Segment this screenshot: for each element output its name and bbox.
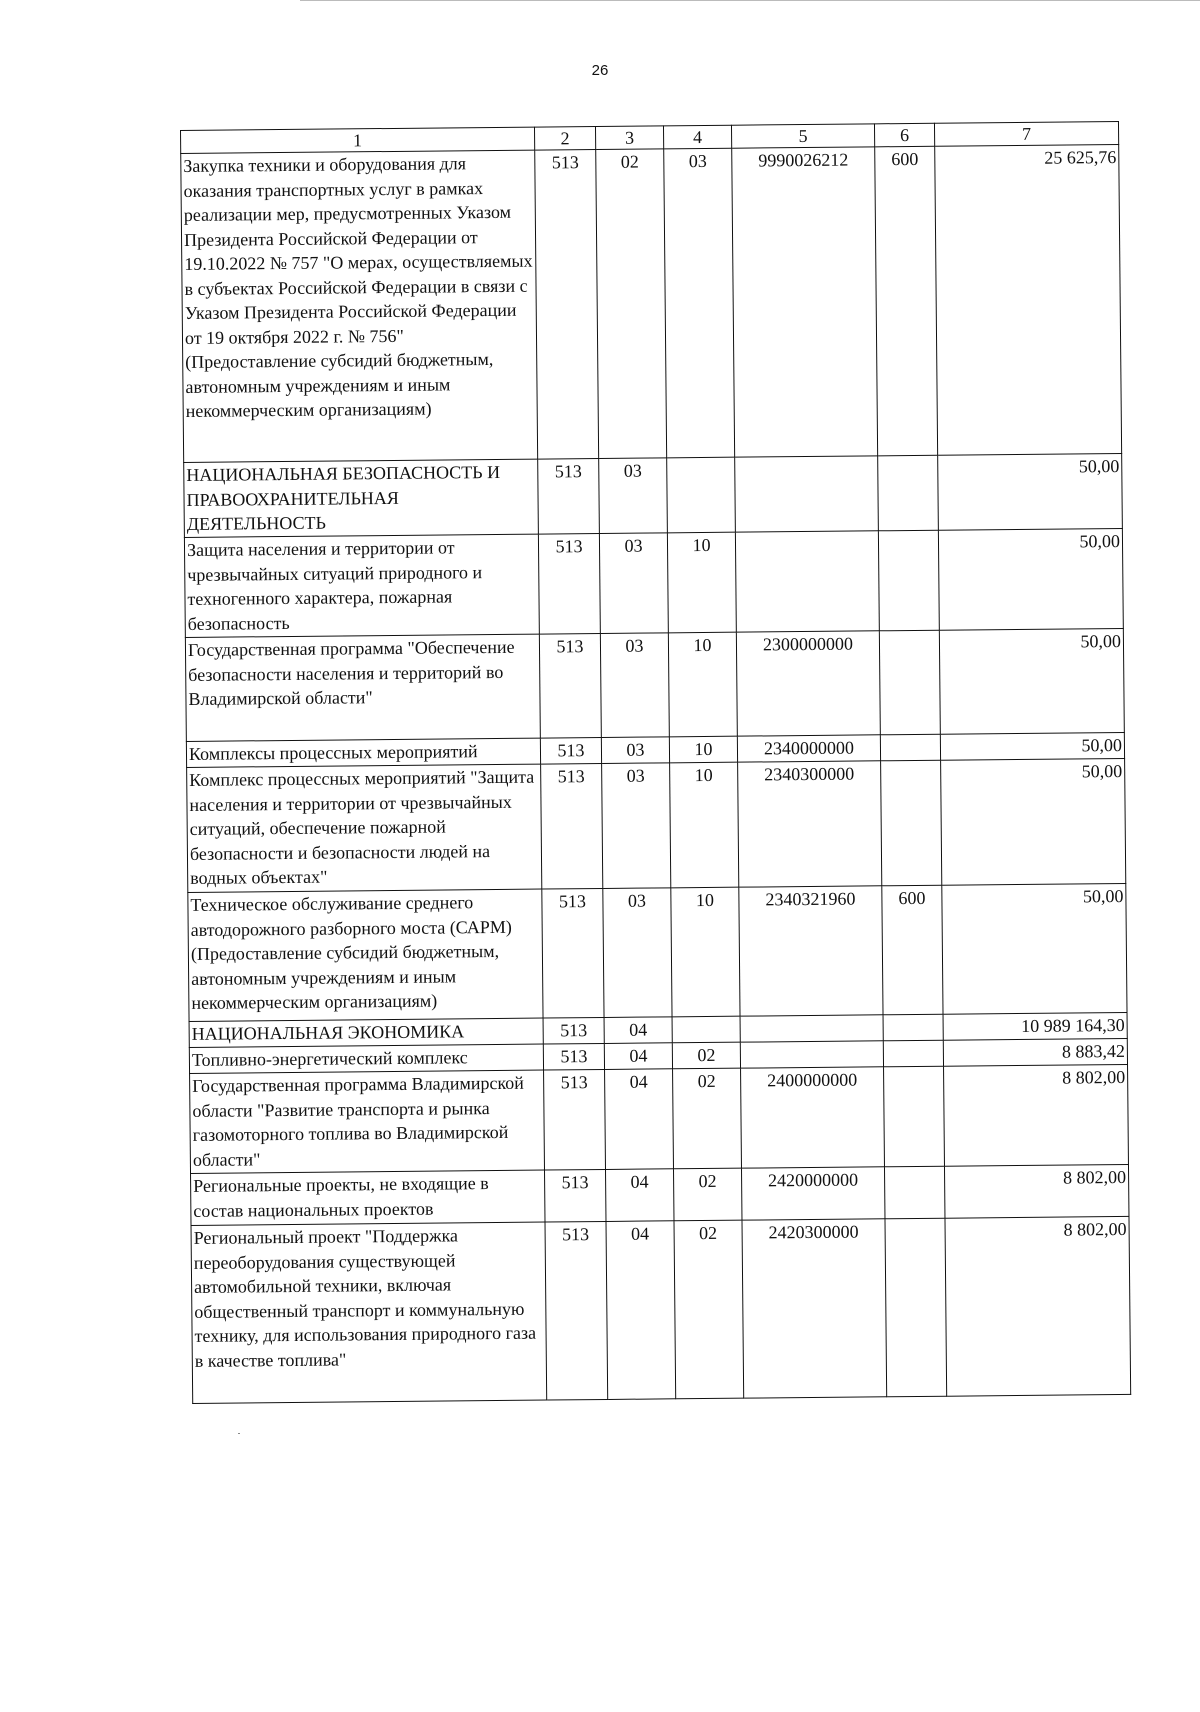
row-section: 04 [604, 1043, 672, 1070]
table-row [191, 1164, 1129, 1225]
row-amount: 50,00 [941, 758, 1126, 885]
table-row [181, 144, 1122, 462]
table-row [187, 758, 1126, 892]
row-name: Государственная программа "Обеспечение безопасности населения и территорий во Владимирской области" [185, 634, 540, 741]
row-target-article: 2340321960 [739, 886, 883, 1016]
row-amount: 8 802,00 [944, 1064, 1129, 1166]
row-expense-type [884, 1166, 944, 1219]
row-subsection: 10 [671, 887, 740, 1017]
row-amount: 50,00 [939, 628, 1124, 734]
table-row [188, 883, 1127, 1021]
row-name: НАЦИОНАЛЬНАЯ БЕЗОПАСНОСТЬ И ПРАВООХРАНИТЕЛЬНАЯ ДЕЯТЕЛЬНОСТЬ [184, 459, 539, 537]
budget-table [180, 121, 1131, 1404]
row-target-article: 2300000000 [736, 631, 880, 736]
row-expense-type [878, 530, 939, 631]
row-subsection: 03 [664, 148, 735, 458]
header-cell: 3 [595, 126, 663, 150]
row-amount: 50,00 [942, 883, 1127, 1014]
row-expense-type [880, 734, 940, 761]
row-name: Защита населения и территории от чрезвычайных ситуаций природного и техногенного характера, пожарная безопасность [184, 534, 539, 637]
row-amount: 50,00 [940, 732, 1124, 760]
row-target-article [740, 1015, 883, 1042]
row-target-article [740, 1041, 883, 1068]
row-amount: 50,00 [938, 528, 1123, 630]
row-subsection: 10 [670, 762, 739, 888]
table-row [184, 453, 1123, 537]
row-grbs: 513 [543, 1017, 604, 1044]
row-expense-type [884, 1066, 945, 1167]
row-section: 03 [599, 533, 668, 634]
row-target-article: 2340000000 [737, 735, 880, 762]
row-grbs: 513 [542, 888, 604, 1018]
row-grbs: 513 [540, 737, 601, 764]
row-section: 03 [603, 888, 672, 1018]
row-grbs: 513 [541, 763, 603, 889]
row-section: 04 [606, 1221, 676, 1400]
row-expense-type: 600 [882, 885, 943, 1015]
row-target-article [735, 531, 879, 632]
row-grbs: 513 [545, 1221, 608, 1400]
header-cell: 2 [534, 127, 595, 151]
row-amount: 8 802,00 [945, 1216, 1131, 1396]
row-subsection: 02 [672, 1042, 740, 1069]
row-section: 04 [604, 1017, 672, 1044]
row-target-article: 2400000000 [741, 1067, 885, 1168]
row-expense-type [883, 1040, 943, 1067]
scan-top-edge [300, 0, 1200, 1]
row-amount: 10 989 164,30 [943, 1012, 1127, 1040]
row-target-article: 2420300000 [742, 1219, 887, 1398]
table-row [190, 1064, 1129, 1173]
header-cell: 4 [663, 125, 731, 149]
row-expense-type [885, 1218, 947, 1397]
row-amount: 8 802,00 [944, 1164, 1128, 1218]
row-grbs: 513 [545, 1169, 606, 1222]
row-name: НАЦИОНАЛЬНАЯ ЭКОНОМИКА [189, 1018, 543, 1047]
row-name: Техническое обслуживание среднего автодорожного разборного моста (САРМ) (Предоставление субсидий бюджетным, автономным учреждениям и иным некоммерческим организациям) [188, 889, 543, 1021]
row-amount: 25 625,76 [935, 144, 1122, 455]
row-target-article: 9990026212 [732, 147, 878, 457]
row-section: 03 [600, 633, 669, 738]
row-expense-type: 600 [875, 146, 938, 456]
row-name: Региональный проект "Поддержка переоборудования существующей автомобильной техники, включая общественный транспорт и коммунальную технику, для использования природного газа в качестве топлива" [191, 1222, 547, 1403]
table-row [185, 628, 1124, 741]
page-number: 26 [591, 62, 609, 79]
row-section: 02 [596, 149, 667, 459]
header-cell: 7 [934, 121, 1118, 146]
row-expense-type [878, 455, 939, 531]
row-subsection [672, 1016, 740, 1043]
row-expense-type [879, 630, 940, 735]
row-subsection: 02 [673, 1068, 742, 1169]
row-expense-type [883, 1014, 943, 1041]
row-grbs: 513 [535, 150, 599, 460]
row-section: 04 [605, 1069, 674, 1170]
header-cell: 6 [874, 123, 934, 147]
row-subsection: 02 [673, 1168, 741, 1221]
row-section: 03 [602, 763, 671, 889]
row-name: Топливно-энергетический комплекс [189, 1044, 543, 1073]
row-grbs: 513 [543, 1043, 604, 1070]
row-grbs: 513 [538, 458, 600, 534]
table-row [191, 1216, 1131, 1403]
scan-speck [238, 1433, 240, 1434]
row-name: Региональные проекты, не входящие в состав национальных проектов [191, 1170, 545, 1225]
row-section: 04 [605, 1169, 673, 1222]
row-subsection: 10 [667, 532, 736, 633]
row-section: 03 [601, 737, 669, 764]
row-expense-type [881, 760, 942, 886]
header-cell: 5 [731, 124, 874, 148]
row-amount: 50,00 [938, 453, 1123, 530]
row-name: Комплексы процессных мероприятий [186, 738, 540, 767]
table-row [184, 528, 1123, 637]
row-name: Комплекс процессных мероприятий "Защита населения и территории от чрезвычайных ситуаций, обеспечение пожарной безопасности и безопасности людей на водных объектах" [187, 764, 542, 892]
row-target-article [735, 456, 879, 532]
row-name: Государственная программа Владимирской области "Развитие транспорта и рынка газомоторного топлива во Владимирской области" [190, 1070, 545, 1173]
row-amount: 8 883,42 [943, 1038, 1127, 1066]
row-subsection: 10 [668, 632, 737, 737]
row-subsection: 10 [669, 736, 737, 763]
row-grbs: 513 [544, 1069, 606, 1170]
row-target-article: 2340300000 [738, 761, 882, 887]
row-name: Закупка техники и оборудования для оказания транспортных услуг в рамках реализации мер, предусмотренных Указом Президента Российской Федерации от 19.10.2022 № 757 "О мерах, осуществляемых в субъектах Российской Федерации в связи с Указом Президента Российской Федерации от 19 октября 2022 г. № 756" (Предоставление субсидий бюджетным, автономным учреждениям и иным некоммерческим организациям) [181, 150, 538, 462]
row-section: 03 [599, 458, 668, 534]
header-cell: 1 [181, 127, 535, 153]
row-subsection [667, 457, 736, 533]
row-grbs: 513 [538, 533, 600, 634]
row-target-article: 2420000000 [741, 1167, 884, 1220]
row-subsection: 02 [674, 1220, 744, 1399]
row-grbs: 513 [539, 633, 601, 738]
